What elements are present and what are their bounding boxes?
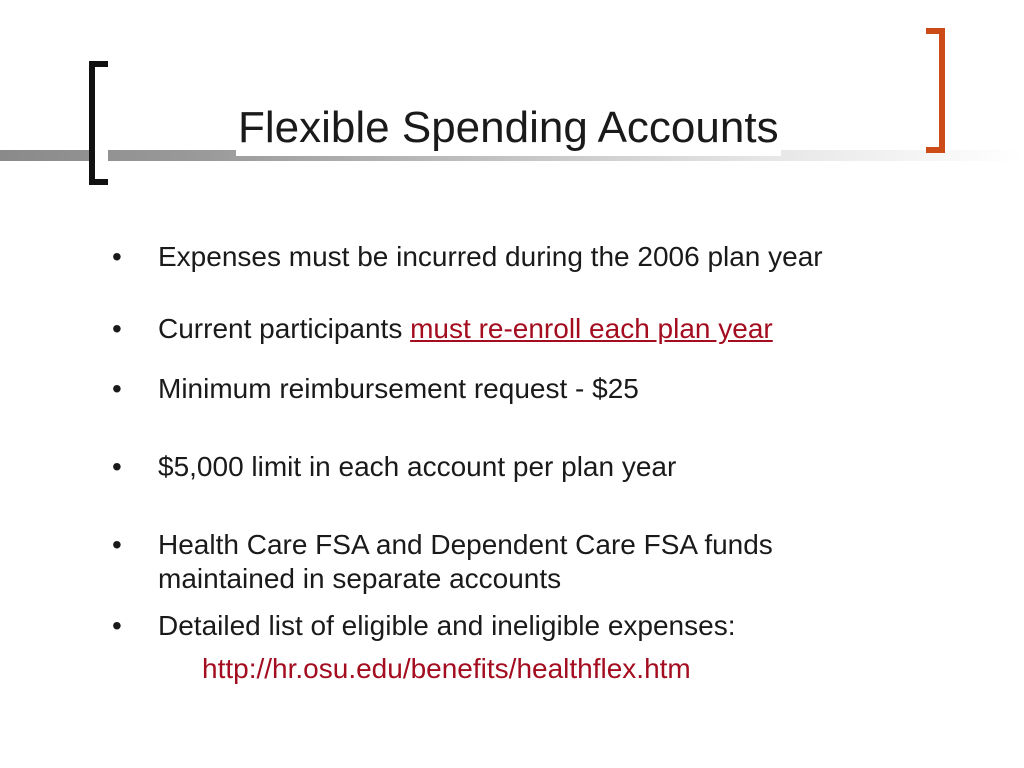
bullet-icon: • [112, 373, 122, 404]
bullet-icon: • [112, 610, 122, 641]
bullet-text: Current participants [158, 313, 411, 344]
bullet-icon: • [112, 529, 122, 560]
bullet-text: Minimum reimbursement request - $25 [158, 373, 639, 404]
bullet-text: Expenses must be incurred during the 2006 plan year [158, 241, 823, 272]
bullet-icon: • [112, 313, 122, 344]
bullet-icon: • [112, 241, 122, 272]
bullet-icon: • [112, 451, 122, 482]
slide-title: Flexible Spending Accounts [236, 100, 781, 156]
bullet-text: Detailed list of eligible and ineligible expenses: [158, 610, 736, 641]
right-bracket-decoration [926, 28, 945, 153]
benefits-url-link[interactable]: http://hr.osu.edu/benefits/healthflex.htm [202, 653, 691, 684]
reenroll-link[interactable]: must re-enroll each plan year [410, 313, 773, 344]
bullet-text: $5,000 limit in each account per plan year [158, 451, 677, 482]
bullet-text-line2: maintained in separate accounts [158, 563, 562, 594]
bullet-text-line1: Health Care FSA and Dependent Care FSA funds [158, 529, 773, 560]
left-bracket-decoration [89, 61, 108, 185]
bullet-text-with-link [158, 312, 773, 346]
